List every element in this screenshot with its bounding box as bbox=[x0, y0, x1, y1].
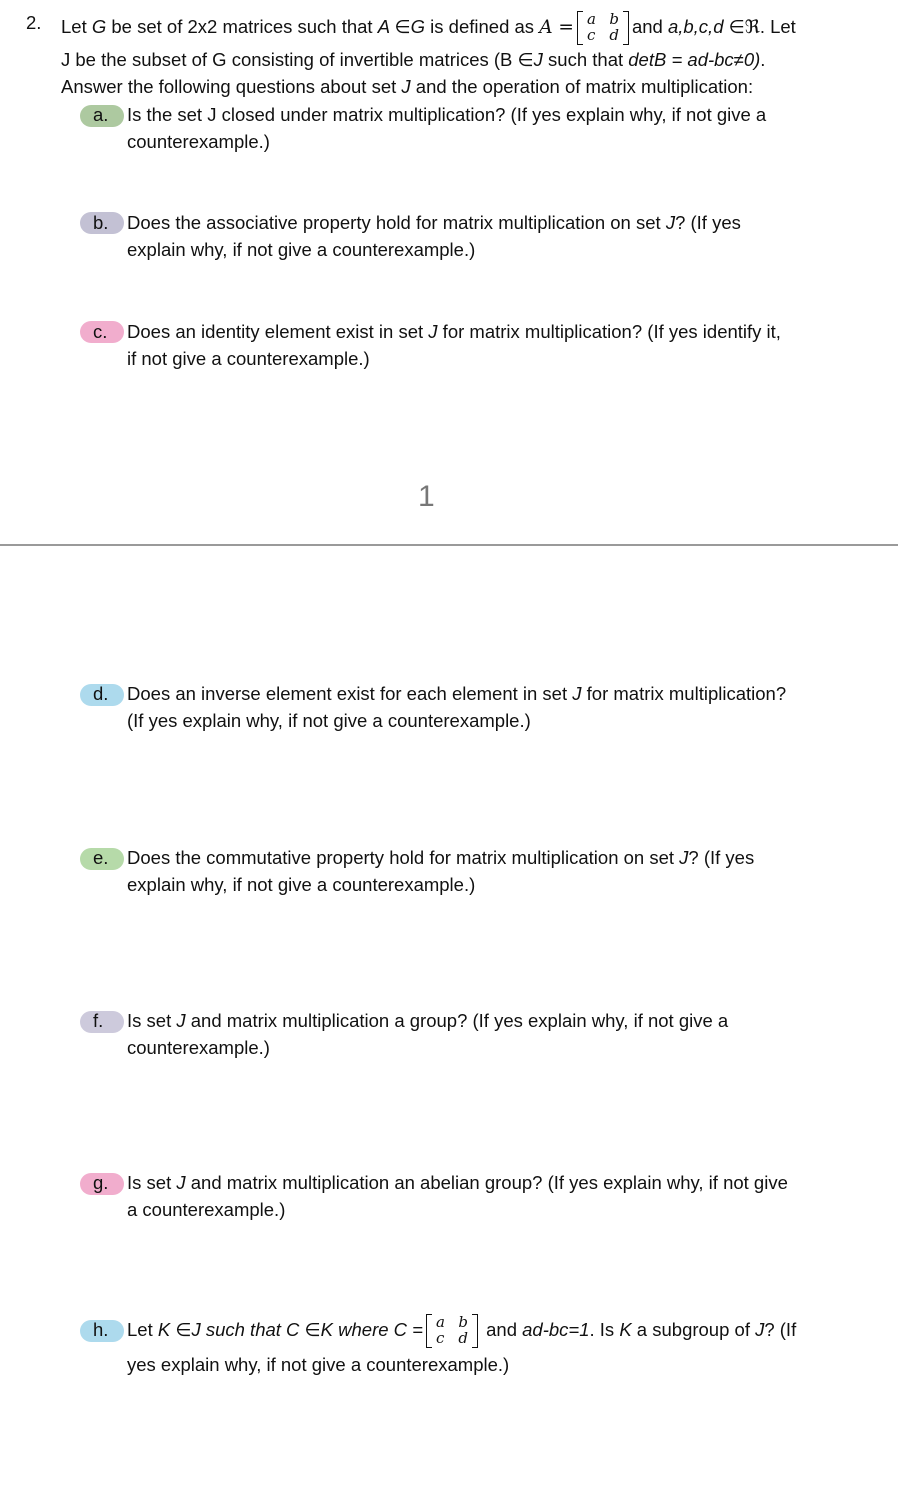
part-c-line-2: if not give a counterexample.) bbox=[127, 348, 370, 369]
part-f-line-2: counterexample.) bbox=[127, 1037, 270, 1058]
part-letter-h: h. bbox=[93, 1319, 109, 1340]
part-e-line-2: explain why, if not give a counterexample.) bbox=[127, 874, 476, 895]
part-b-line-2: explain why, if not give a counterexample.) bbox=[127, 239, 476, 260]
problem-number: 2. bbox=[26, 12, 42, 33]
part-letter-f: f. bbox=[93, 1010, 104, 1031]
part-h-line-1: Let K ∈J such that C ∈K where C = a b c d and ad-bc=1. Is K a subgroup of J? (If bbox=[127, 1313, 797, 1348]
part-e-line-1: Does the commutative property hold for matrix multiplication on set J? (If yes bbox=[127, 847, 755, 868]
part-letter-e: e. bbox=[93, 847, 109, 868]
part-letter-b: b. bbox=[93, 212, 109, 233]
part-d-line-2: (If yes explain why, if not give a counterexample.) bbox=[127, 710, 531, 731]
intro-line-3: Answer the following questions about set J and the operation of matrix multiplication: bbox=[61, 76, 754, 97]
part-letter-d: d. bbox=[93, 683, 109, 704]
part-f-line-1: Is set J and matrix multiplication a group? (If yes explain why, if not give a bbox=[127, 1010, 729, 1031]
part-letter-a: a. bbox=[93, 104, 109, 125]
part-g-line-2: a counterexample.) bbox=[127, 1199, 286, 1220]
part-a-line-1: Is the set J closed under matrix multiplication? (If yes explain why, if not give a bbox=[127, 104, 767, 125]
matrix-A: a b c d bbox=[577, 11, 629, 45]
intro-line-2: J be the subset of G consisting of invertible matrices (B ∈J such that detB = ad-bc≠0). bbox=[61, 49, 766, 70]
part-d-line-1: Does an inverse element exist for each element in set J for matrix multiplication? bbox=[127, 683, 787, 704]
part-a-line-2: counterexample.) bbox=[127, 131, 270, 152]
part-letter-g: g. bbox=[93, 1172, 109, 1193]
part-c-line-1: Does an identity element exist in set J for matrix multiplication? (If yes identify it, bbox=[127, 321, 781, 342]
part-h-line-2: yes explain why, if not give a counterexample.) bbox=[127, 1354, 510, 1375]
part-letter-c: c. bbox=[93, 321, 108, 342]
intro-line-1: Let G be set of 2x2 matrices such that A ∈G is defined as A = a b c d and a,b,c,d ∈ℜ. Let bbox=[61, 10, 796, 44]
page-divider bbox=[0, 544, 898, 546]
part-b-line-1: Does the associative property hold for matrix multiplication on set J? (If yes bbox=[127, 212, 741, 233]
part-g-line-1: Is set J and matrix multiplication an abelian group? (If yes explain why, if not give bbox=[127, 1172, 788, 1193]
page-number: 1 bbox=[418, 480, 435, 513]
matrix-C: a b c d bbox=[426, 1314, 478, 1348]
